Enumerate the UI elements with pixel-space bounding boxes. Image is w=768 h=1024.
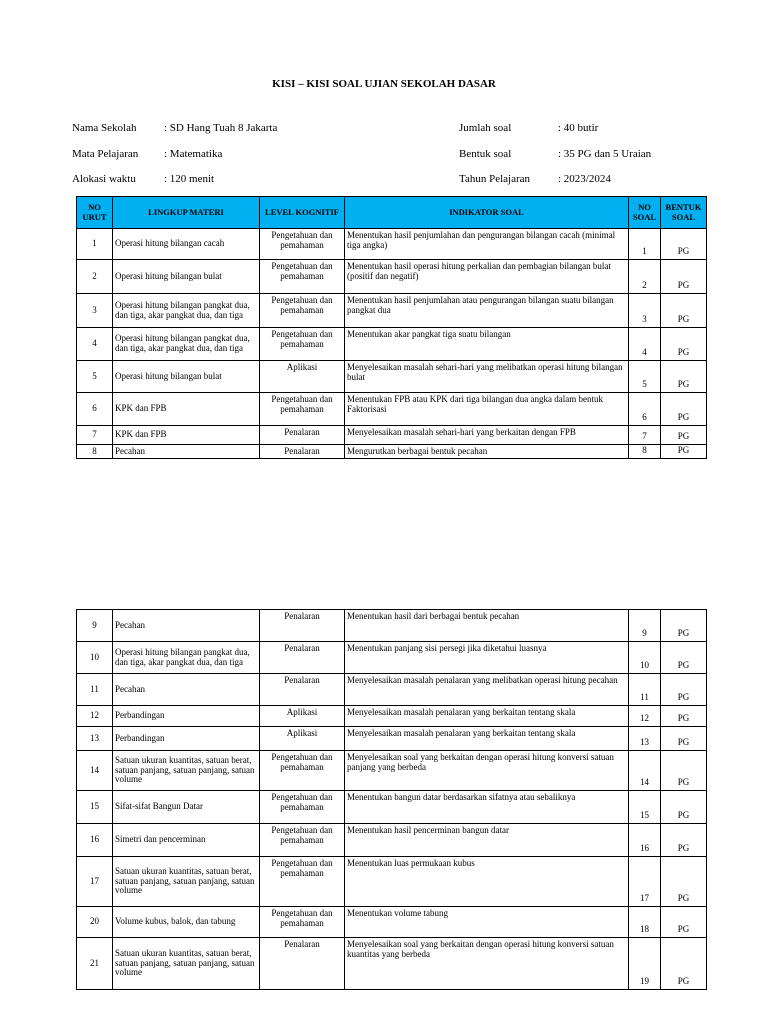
info-label-time: Alokasi waktu: [72, 173, 136, 185]
info-label-subject: Mata Pelajaran: [72, 148, 139, 160]
row-indikator: Menyelesaikan masalah penalaran yang melibatkan operasi hitung pecahan: [345, 674, 629, 706]
row-bentuk: PG: [661, 260, 707, 294]
row-indikator: Menentukan hasil pencerminan bangun datar: [345, 824, 629, 857]
row-materi: Volume kubus, balok, dan tabung: [113, 907, 260, 938]
row-no-soal: 9: [629, 610, 661, 642]
row-bentuk: PG: [661, 328, 707, 361]
header-bentuk-soal: BENTUK SOAL: [661, 197, 707, 229]
table-row: [77, 328, 707, 361]
row-indikator: Menyelesaikan masalah sehari-hari yang berkaitan dengan FPB: [345, 426, 629, 445]
row-indikator: Menentukan bangun datar berdasarkan sifatnya atau sebaliknya: [345, 791, 629, 824]
row-no-soal: 12: [629, 706, 661, 727]
info-value-count: : 40 butir: [558, 122, 599, 134]
row-materi: Satuan ukuran kuantitas, satuan berat, satuan panjang, satuan panjang, satuan volume: [113, 857, 260, 907]
row-materi: Pecahan: [113, 610, 260, 642]
row-level: Aplikasi: [260, 361, 345, 393]
document-title: KISI – KISI SOAL UJIAN SEKOLAH DASAR: [272, 78, 496, 90]
info-value-school: : SD Hang Tuah 8 Jakarta: [164, 122, 278, 134]
row-indikator: Menentukan luas permukaan kubus: [345, 857, 629, 907]
table-row: [77, 393, 707, 426]
row-level: Pengetahuan dan pemahaman: [260, 907, 345, 938]
row-bentuk: PG: [661, 361, 707, 393]
row-level: Penalaran: [260, 674, 345, 706]
row-bentuk: PG: [661, 642, 707, 674]
header-lingkup-materi: LINGKUP MATERI: [113, 197, 260, 229]
row-no-soal: 2: [629, 260, 661, 294]
row-no: 20: [77, 907, 113, 938]
row-no: 21: [77, 938, 113, 990]
row-level: Aplikasi: [260, 706, 345, 727]
kisi-table-part-2: [76, 609, 707, 990]
row-bentuk: PG: [661, 426, 707, 445]
row-no: 3: [77, 294, 113, 328]
row-level: Penalaran: [260, 938, 345, 990]
row-indikator: Menentukan volume tabung: [345, 907, 629, 938]
row-indikator: Menentukan hasil penjumlahan dan pengurangan bilangan cacah (minimal tiga angka): [345, 229, 629, 260]
row-bentuk: PG: [661, 824, 707, 857]
table-row: [77, 938, 707, 990]
row-level: Aplikasi: [260, 727, 345, 751]
row-no-soal: 16: [629, 824, 661, 857]
row-level: Penalaran: [260, 426, 345, 445]
row-no: 9: [77, 610, 113, 642]
row-materi: Pecahan: [113, 674, 260, 706]
row-no-soal: 6: [629, 393, 661, 426]
table-row: [77, 426, 707, 445]
row-level: Penalaran: [260, 642, 345, 674]
row-no: 2: [77, 260, 113, 294]
row-bentuk: PG: [661, 791, 707, 824]
table-row: [77, 791, 707, 824]
row-no: 11: [77, 674, 113, 706]
row-indikator: Menyelesaikan masalah sehari-hari yang melibatkan operasi hitung bilangan bulat: [345, 361, 629, 393]
row-indikator: Menentukan hasil penjumlahan atau pengurangan bilangan suatu bilangan pangkat dua: [345, 294, 629, 328]
table-row: [77, 610, 707, 642]
row-level: Pengetahuan dan pemahaman: [260, 824, 345, 857]
row-bentuk: PG: [661, 294, 707, 328]
row-level: Pengetahuan dan pemahaman: [260, 857, 345, 907]
table-row: [77, 907, 707, 938]
table-row: [77, 294, 707, 328]
table-row: [77, 751, 707, 791]
row-no: 13: [77, 727, 113, 751]
row-indikator: Menyelesaikan masalah penalaran yang berkaitan tentang skala: [345, 706, 629, 727]
row-bentuk: PG: [661, 445, 707, 459]
row-level: Penalaran: [260, 445, 345, 459]
row-no-soal: 17: [629, 857, 661, 907]
table-row: [77, 674, 707, 706]
row-no: 15: [77, 791, 113, 824]
row-indikator: Mengurutkan berbagai bentuk pecahan: [345, 445, 629, 459]
row-materi: Operasi hitung bilangan pangkat dua, dan tiga, akar pangkat dua, dan tiga: [113, 294, 260, 328]
row-bentuk: PG: [661, 674, 707, 706]
header-indikator-soal: INDIKATOR SOAL: [345, 197, 629, 229]
row-indikator: Menyelesaikan soal yang berkaitan dengan operasi hitung konversi satuan panjang yang berbeda: [345, 751, 629, 791]
row-no: 14: [77, 751, 113, 791]
row-no: 10: [77, 642, 113, 674]
row-materi: Operasi hitung bilangan pangkat dua, dan tiga, akar pangkat dua, dan tiga: [113, 328, 260, 361]
table-row: [77, 824, 707, 857]
row-indikator: Menentukan FPB atau KPK dari tiga bilangan dua angka dalam bentuk Faktorisasi: [345, 393, 629, 426]
table-row: [77, 642, 707, 674]
row-no-soal: 19: [629, 938, 661, 990]
row-no: 8: [77, 445, 113, 459]
row-no-soal: 10: [629, 642, 661, 674]
row-no: 16: [77, 824, 113, 857]
row-level: Pengetahuan dan pemahaman: [260, 328, 345, 361]
row-indikator: Menentukan panjang sisi persegi jika diketahui luasnya: [345, 642, 629, 674]
row-no-soal: 1: [629, 229, 661, 260]
row-materi: Perbandingan: [113, 706, 260, 727]
info-value-form: : 35 PG dan 5 Uraian: [558, 148, 652, 160]
row-no-soal: 3: [629, 294, 661, 328]
row-materi: Simetri dan pencerminan: [113, 824, 260, 857]
table-header-row: [77, 197, 707, 229]
row-bentuk: PG: [661, 610, 707, 642]
row-no-soal: 4: [629, 328, 661, 361]
info-label-form: Bentuk soal: [459, 148, 512, 160]
row-bentuk: PG: [661, 229, 707, 260]
row-no-soal: 7: [629, 426, 661, 445]
table-row: [77, 445, 707, 459]
row-indikator: Menentukan akar pangkat tiga suatu bilangan: [345, 328, 629, 361]
row-materi: Satuan ukuran kuantitas, satuan berat, satuan panjang, satuan panjang, satuan volume: [113, 938, 260, 990]
row-no-soal: 8: [629, 445, 661, 459]
row-materi: Perbandingan: [113, 727, 260, 751]
row-bentuk: PG: [661, 938, 707, 990]
row-materi: Operasi hitung bilangan cacah: [113, 229, 260, 260]
row-materi: Operasi hitung bilangan bulat: [113, 361, 260, 393]
row-no: 4: [77, 328, 113, 361]
row-bentuk: PG: [661, 857, 707, 907]
row-level: Pengetahuan dan pemahaman: [260, 791, 345, 824]
header-no-urut: NO URUT: [77, 197, 113, 229]
row-materi: Sifat-sifat Bangun Datar: [113, 791, 260, 824]
table-row: [77, 706, 707, 727]
row-bentuk: PG: [661, 751, 707, 791]
row-level: Pengetahuan dan pemahaman: [260, 751, 345, 791]
row-bentuk: PG: [661, 907, 707, 938]
row-no: 17: [77, 857, 113, 907]
row-indikator: Menyelesaikan soal yang berkaitan dengan operasi hitung konversi satuan kuantitas yang berbeda: [345, 938, 629, 990]
row-indikator: Menentukan hasil dari berbagai bentuk pecahan: [345, 610, 629, 642]
row-no-soal: 15: [629, 791, 661, 824]
row-no: 7: [77, 426, 113, 445]
info-value-time: : 120 menit: [164, 173, 215, 185]
row-level: Penalaran: [260, 610, 345, 642]
row-bentuk: PG: [661, 727, 707, 751]
header-no-soal: NO SOAL: [629, 197, 661, 229]
row-no: 5: [77, 361, 113, 393]
info-label-count: Jumlah soal: [459, 122, 512, 134]
row-no: 1: [77, 229, 113, 260]
row-materi: KPK dan FPB: [113, 426, 260, 445]
info-label-year: Tahun Pelajaran: [459, 173, 531, 185]
table-row: [77, 229, 707, 260]
row-level: Pengetahuan dan pemahaman: [260, 260, 345, 294]
row-materi: Operasi hitung bilangan bulat: [113, 260, 260, 294]
row-no-soal: 13: [629, 727, 661, 751]
info-value-subject: : Matematika: [164, 148, 223, 160]
row-no-soal: 14: [629, 751, 661, 791]
row-bentuk: PG: [661, 393, 707, 426]
table-row: [77, 260, 707, 294]
row-no-soal: 18: [629, 907, 661, 938]
header-level-kognitif: LEVEL KOGNITIF: [260, 197, 345, 229]
row-no-soal: 5: [629, 361, 661, 393]
row-materi: Operasi hitung bilangan pangkat dua, dan tiga, akar pangkat dua, dan tiga: [113, 642, 260, 674]
row-no: 6: [77, 393, 113, 426]
table-row: [77, 361, 707, 393]
info-label-school: Nama Sekolah: [72, 122, 137, 134]
row-materi: Satuan ukuran kuantitas, satuan berat, satuan panjang, satuan panjang, satuan volume: [113, 751, 260, 791]
kisi-table-part-1: [76, 196, 707, 459]
row-level: Pengetahuan dan pemahaman: [260, 294, 345, 328]
row-indikator: Menentukan hasil operasi hitung perkalian dan pembagian bilangan bulat (positif dan negatif): [345, 260, 629, 294]
table-row: [77, 857, 707, 907]
row-no: 12: [77, 706, 113, 727]
row-materi: Pecahan: [113, 445, 260, 459]
row-level: Pengetahuan dan pemahaman: [260, 393, 345, 426]
table-row: [77, 727, 707, 751]
row-materi: KPK dan FPB: [113, 393, 260, 426]
row-indikator: Menyelesaikan masalah penalaran yang berkaitan tentang skala: [345, 727, 629, 751]
info-value-year: : 2023/2024: [558, 173, 611, 185]
row-no-soal: 11: [629, 674, 661, 706]
row-bentuk: PG: [661, 706, 707, 727]
row-level: Pengetahuan dan pemahaman: [260, 229, 345, 260]
